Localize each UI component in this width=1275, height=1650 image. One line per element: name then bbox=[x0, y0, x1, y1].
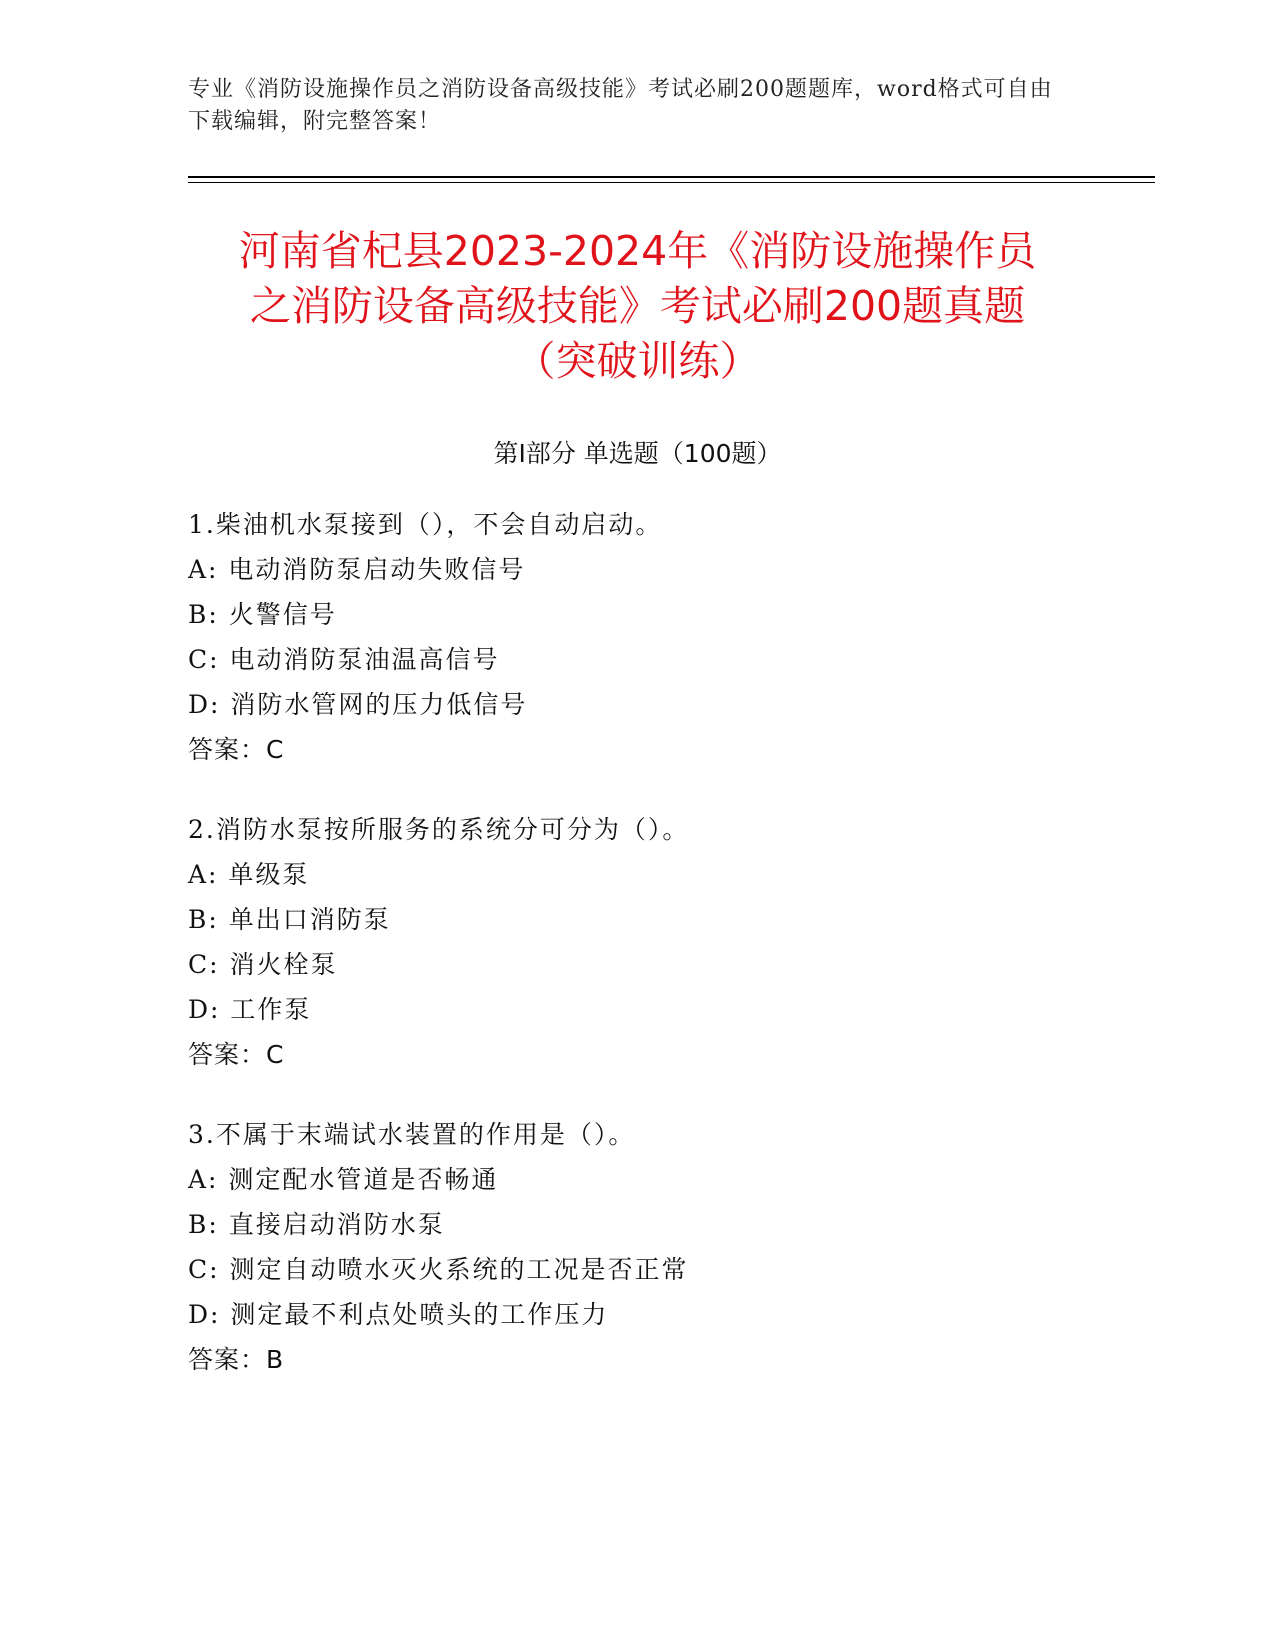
option-d: D: 工作泵 bbox=[188, 995, 312, 1024]
answer: 答案：B bbox=[188, 1345, 285, 1374]
question-3 bbox=[188, 1112, 1088, 1382]
question-1 bbox=[188, 502, 1088, 772]
question-2 bbox=[188, 807, 1088, 1077]
option-c: C: 电动消防泵油温高信号 bbox=[188, 645, 500, 674]
option-d: D: 测定最不利点处喷头的工作压力 bbox=[188, 1300, 609, 1329]
option-a: A: 单级泵 bbox=[188, 860, 310, 889]
header-note: 专业《消防设施操作员之消防设备高级技能》考试必刷200题题库，word格式可自由下载编辑，附完整答案！ bbox=[188, 77, 1053, 134]
option-d: D: 消防水管网的压力低信号 bbox=[188, 690, 528, 719]
answer: 答案：C bbox=[188, 1040, 285, 1069]
title-line-1: 河南省杞县2023-2024年《消防设施操作员 bbox=[238, 227, 1037, 275]
title-line-3: （突破训练） bbox=[514, 337, 761, 385]
option-c: C: 测定自动喷水灭火系统的工况是否正常 bbox=[188, 1255, 689, 1284]
option-b: B: 直接启动消防水泵 bbox=[188, 1210, 445, 1239]
option-c: C: 消火栓泵 bbox=[188, 950, 338, 979]
answer: 答案：C bbox=[188, 735, 285, 764]
title-line-2: 之消防设备高级技能》考试必刷200题真题 bbox=[249, 282, 1026, 330]
question-stem: 1.柴油机水泵接到（），不会自动启动。 bbox=[188, 510, 663, 539]
document-title bbox=[150, 224, 1125, 389]
question-stem: 3.不属于末端试水装置的作用是（）。 bbox=[188, 1120, 636, 1149]
option-a: A: 电动消防泵启动失败信号 bbox=[188, 555, 526, 584]
header-divider-thin bbox=[188, 182, 1155, 183]
section-title: 第Ⅰ部分 单选题（100题） bbox=[493, 439, 782, 468]
option-a: A: 测定配水管道是否畅通 bbox=[188, 1165, 499, 1194]
option-b: B: 单出口消防泵 bbox=[188, 905, 391, 934]
option-b: B: 火警信号 bbox=[188, 600, 337, 629]
header-divider-thick bbox=[188, 176, 1155, 178]
question-stem: 2.消防水泵按所服务的系统分可分为（）。 bbox=[188, 815, 690, 844]
